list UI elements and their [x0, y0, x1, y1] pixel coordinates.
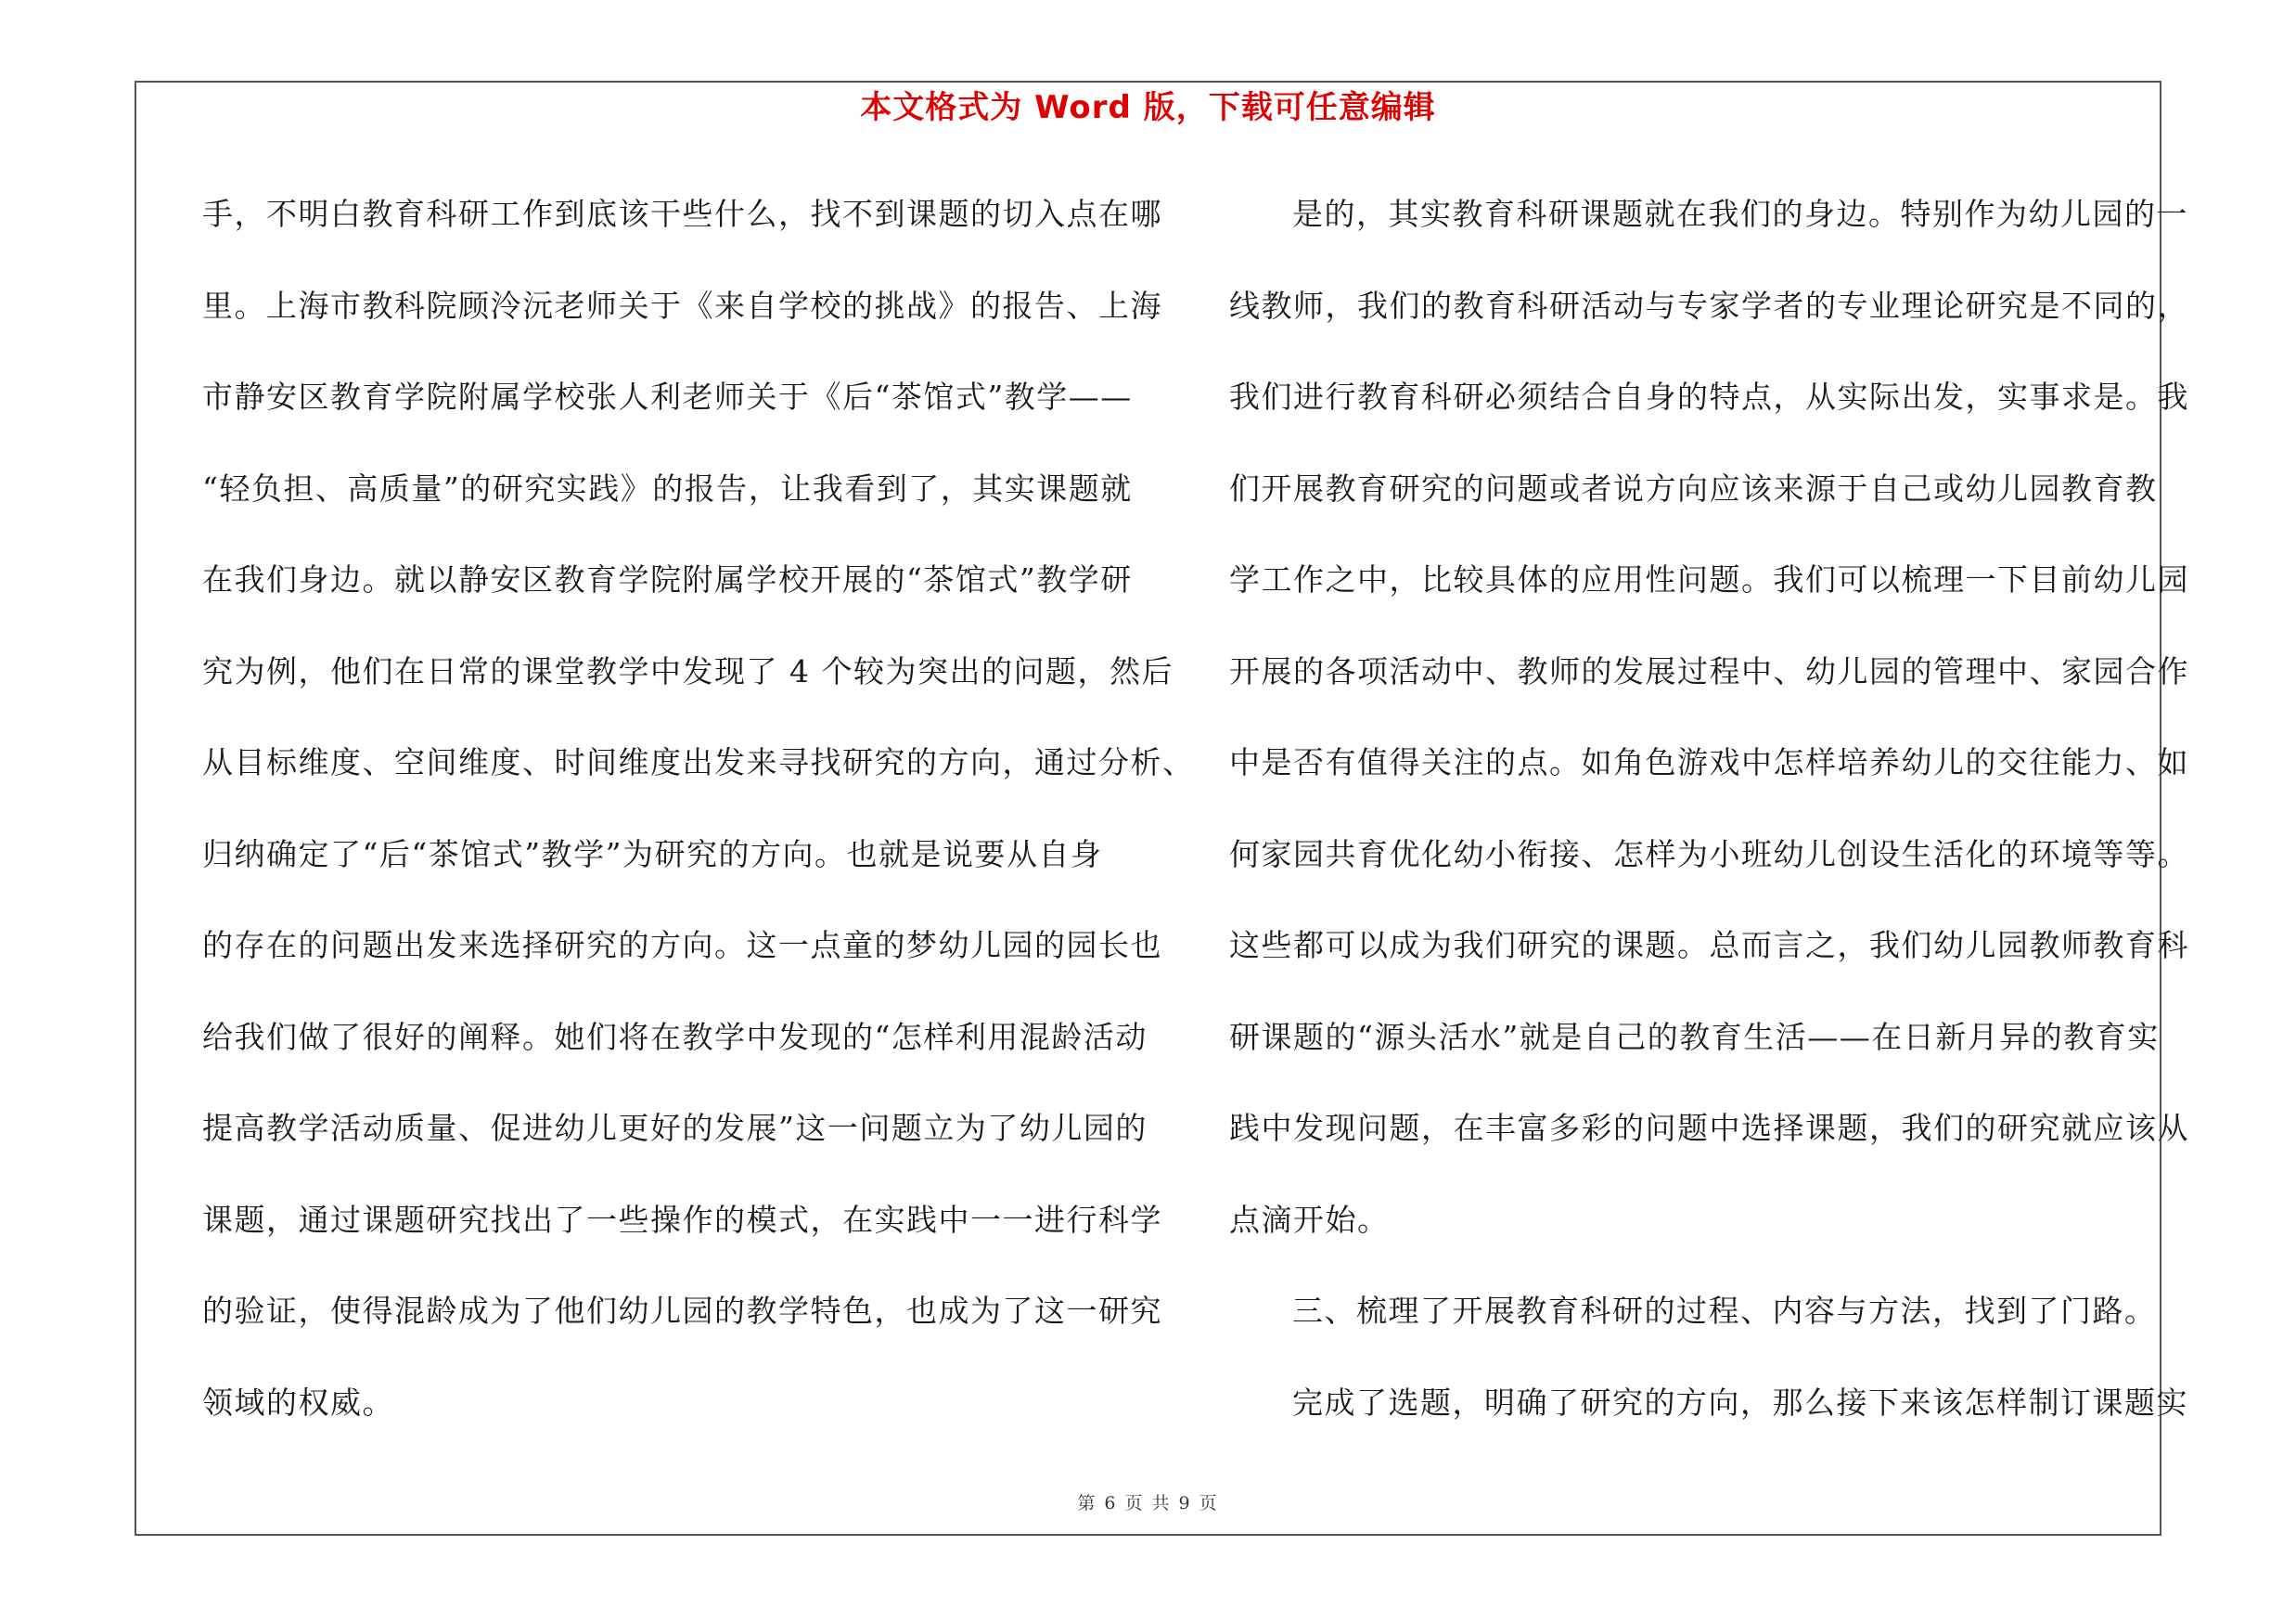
text-line: 给我们做了很好的阐释。她们将在教学中发现的“怎样利用混龄活动	[202, 1018, 1148, 1055]
text-line: 开展的各项活动中、教师的发展过程中、幼儿园的管理中、家园合作	[1229, 652, 2189, 689]
text-line: “轻负担、高质量”的研究实践》的报告，让我看到了，其实课题就	[202, 470, 1133, 507]
text-line: 里。上海市教科院顾泠沅老师关于《来自学校的挑战》的报告、上海	[202, 287, 1162, 324]
text-line: 学工作之中，比较具体的应用性问题。我们可以梳理一下目前幼儿园	[1229, 561, 2189, 598]
text-line: 何家园共育优化幼小衔接、怎样为小班幼儿创设生活化的环境等等。	[1229, 835, 2189, 872]
text-line: 线教师，我们的教育科研活动与专家学者的专业理论研究是不同的，	[1229, 287, 2189, 324]
section-heading: 三、梳理了开展教育科研的过程、内容与方法，找到了门路。	[1292, 1293, 2157, 1329]
text-line: 市静安区教育学院附属学校张人利老师关于《后“茶馆式”教学——	[202, 379, 1133, 415]
right-column	[1229, 181, 2189, 1461]
text-line: 归纳确定了“后“茶馆式”教学”为研究的方向。也就是说要从自身	[202, 835, 1103, 872]
text-line: 们开展教育研究的问题或者说方向应该来源于自己或幼儿园教育教	[1229, 470, 2158, 507]
text-line: 的验证，使得混龄成为了他们幼儿园的教学特色，也成为了这一研究	[202, 1293, 1162, 1329]
text-line: 究为例，他们在日常的课堂教学中发现了 4 个较为突出的问题，然后	[202, 652, 1174, 689]
text-line: 中是否有值得关注的点。如角色游戏中怎样培养幼儿的交往能力、如	[1229, 744, 2189, 780]
text-line: 手，不明白教育科研工作到底该干些什么，找不到课题的切入点在哪	[202, 196, 1162, 232]
text-line: 领域的权威。	[202, 1384, 394, 1421]
text-line: 课题，通过课题研究找出了一些操作的模式，在实践中一一进行科学	[202, 1201, 1162, 1238]
text-line: 提高教学活动质量、促进幼儿更好的发展”这一问题立为了幼儿园的	[202, 1110, 1148, 1146]
text-line: 这些都可以成为我们研究的课题。总而言之，我们幼儿园教师教育科	[1229, 927, 2189, 963]
page-number: 第 6 页 共 9 页	[1077, 1493, 1219, 1514]
text-line: 践中发现问题，在丰富多彩的问题中选择课题，我们的研究就应该从	[1229, 1110, 2189, 1146]
paragraph-first-line: 完成了选题，明确了研究的方向，那么接下来该怎样制订课题实	[1292, 1384, 2188, 1421]
paragraph-first-line: 是的，其实教育科研课题就在我们的身边。特别作为幼儿园的一	[1292, 196, 2188, 232]
text-line: 研课题的“源头活水”就是自己的教育生活——在日新月异的教育实	[1229, 1018, 2160, 1055]
text-line: 从目标维度、空间维度、时间维度出发来寻找研究的方向，通过分析、	[202, 744, 1195, 780]
left-column	[202, 181, 1195, 1461]
text-line: 的存在的问题出发来选择研究的方向。这一点童的梦幼儿园的园长也	[202, 927, 1162, 963]
text-line: 我们进行教育科研必须结合自身的特点，从实际出发，实事求是。我	[1229, 379, 2189, 415]
word-format-banner: 本文格式为 Word 版，下载可任意编辑	[860, 89, 1436, 126]
text-line: 点滴开始。	[1229, 1201, 1390, 1238]
text-line: 在我们身边。就以静安区教育学院附属学校开展的“茶馆式”教学研	[202, 561, 1133, 598]
